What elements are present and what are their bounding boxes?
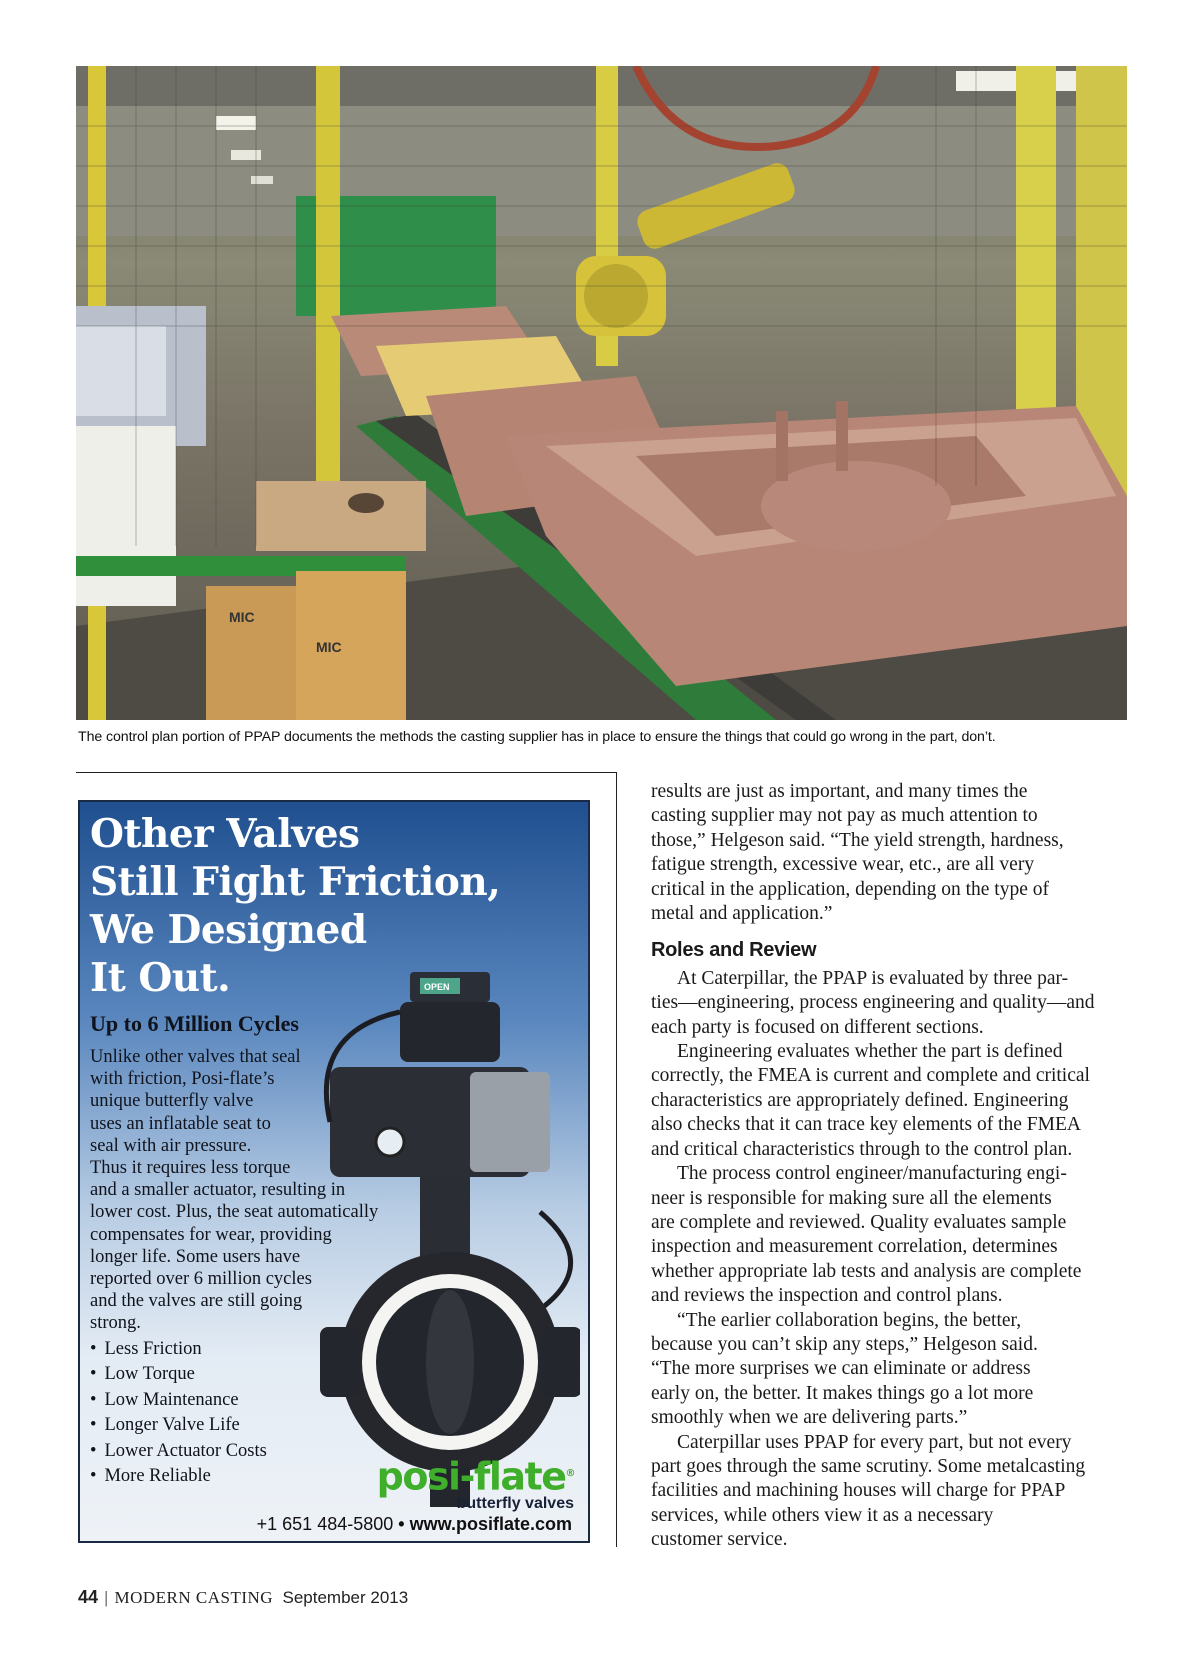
photo-caption: The control plan portion of PPAP documents the methods the casting supplier has in place to ensure the things that could go wrong in the part, don’t. — [78, 729, 996, 745]
text-line: also checks that it can trace key elements of the FMEA — [651, 1114, 1081, 1136]
ad-body-copy — [90, 1046, 420, 1335]
text-line: characteristics are appropriately defined. Engineering — [651, 1089, 1069, 1111]
paragraph — [651, 1040, 1121, 1162]
text-line: because you can’t skip any steps,” Helgeson said. — [651, 1333, 1038, 1355]
intro-paragraph — [651, 780, 1121, 926]
page-number: 44 — [78, 1587, 99, 1607]
logo-tagline: butterfly valves — [456, 1494, 574, 1512]
section-heading: Roles and Review — [651, 939, 817, 962]
ad-contact-separator: • — [398, 1514, 405, 1534]
text-line: part goes through the same scrutiny. Some metalcasting — [651, 1455, 1086, 1477]
ad-feature-item: • Less Friction — [90, 1337, 267, 1362]
text-line: “The earlier collaboration begins, the better, — [677, 1309, 1022, 1331]
posiflate-logo — [377, 1454, 574, 1513]
ad-body-line: seal with air pressure. — [90, 1135, 252, 1156]
foundry-photo — [76, 66, 1127, 720]
paragraph — [651, 1162, 1121, 1308]
text-line: are complete and reviewed. Quality evaluates sample — [651, 1211, 1067, 1233]
ad-feature-item: • Low Maintenance — [90, 1388, 267, 1413]
ad-website-link[interactable]: www.posiflate.com — [409, 1514, 572, 1534]
ad-subheading: Up to 6 Million Cycles — [90, 1011, 299, 1036]
ad-body-line: compensates for wear, providing — [90, 1224, 332, 1245]
box-label-1: MIC — [229, 609, 255, 625]
ad-body-line: longer life. Some users have — [90, 1246, 301, 1267]
ad-headline-line: It Out. — [90, 955, 231, 1001]
text-line: Caterpillar uses PPAP for every part, but not every — [677, 1431, 1072, 1453]
text-line: and reviews the inspection and control plans. — [651, 1285, 1003, 1307]
box-label-2: MIC — [316, 639, 342, 655]
ad-contact-line — [257, 1514, 572, 1535]
text-line: results are just as important, and many times the — [651, 781, 1028, 802]
ad-body-line: Thus it requires less torque — [90, 1158, 291, 1179]
ad-feature-item: • Longer Valve Life — [90, 1413, 267, 1438]
text-line: those,” Helgeson said. “The yield strength, hardness, — [651, 829, 1064, 851]
text-line: early on, the better. It makes things go a lot more — [651, 1382, 1034, 1404]
logo-wordmark: posi-flate — [376, 1454, 566, 1499]
paragraph — [651, 967, 1121, 1040]
text-line: neer is responsible for making sure all the elements — [651, 1187, 1052, 1209]
ad-body-line: and the valves are still going — [90, 1291, 303, 1312]
text-line: facilities and machining houses will charge for PPAP — [651, 1480, 1066, 1502]
text-line: “The more surprises we can eliminate or address — [651, 1358, 1031, 1380]
text-line: correctly, the FMEA is current and complete and critical — [651, 1065, 1090, 1087]
ad-headline-line: Other Valves — [90, 811, 360, 857]
ad-body-line: uses an inflatable seat to — [90, 1113, 271, 1134]
text-line: services, while others view it as a necessary — [651, 1504, 994, 1526]
text-line: critical in the application, depending on the type of — [651, 878, 1049, 900]
text-line: and critical characteristics through to the control plan. — [651, 1138, 1073, 1160]
text-line: each party is focused on different sections. — [651, 1016, 984, 1038]
registered-mark-icon: ® — [565, 1468, 574, 1479]
ad-body-line: Unlike other valves that seal — [90, 1047, 301, 1067]
text-line: casting supplier may not pay as much attention to — [651, 805, 1038, 827]
text-line: fatigue strength, excessive wear, etc., are all very — [651, 854, 1035, 876]
ad-body-line: unique butterfly valve — [90, 1091, 254, 1112]
ad-feature-item: • Low Torque — [90, 1362, 267, 1387]
posiflate-advertisement[interactable] — [78, 800, 590, 1543]
ad-headline-line: We Designed — [90, 907, 367, 953]
paragraph — [651, 1431, 1121, 1553]
text-line: metal and application.” — [651, 903, 833, 925]
text-line: inspection and measurement correlation, determines — [651, 1236, 1058, 1258]
issue-date: September 2013 — [282, 1588, 409, 1607]
text-line: At Caterpillar, the PPAP is evaluated by three par- — [677, 967, 1069, 989]
ad-body-line: reported over 6 million cycles — [90, 1269, 312, 1290]
article-column — [651, 780, 1121, 1553]
ad-body-line: and a smaller actuator, resulting in — [90, 1180, 346, 1201]
ad-body-line: with friction, Posi-flate’s — [90, 1069, 275, 1090]
text-line: The process control engineer/manufacturing engi- — [677, 1163, 1067, 1185]
ad-frame-top-rule — [76, 772, 617, 773]
text-line: whether appropriate lab tests and analysis are complete — [651, 1260, 1082, 1282]
text-line: customer service. — [651, 1529, 788, 1551]
page-folio — [78, 1587, 408, 1608]
paragraph — [651, 1309, 1121, 1431]
text-line: ties—engineering, process engineering and quality—and — [651, 992, 1095, 1014]
magazine-name: MODERN CASTING — [114, 1588, 274, 1607]
ad-feature-item: • Lower Actuator Costs — [90, 1439, 267, 1464]
foundry-scene-illustration — [76, 66, 1127, 720]
text-line: smoothly when we are delivering parts.” — [651, 1407, 968, 1429]
ad-frame-right-rule — [616, 772, 617, 1547]
ad-body-line: lower cost. Plus, the seat automatically — [90, 1202, 379, 1223]
ad-headline-line: Still Fight Friction, — [90, 859, 501, 905]
folio-separator: | — [104, 1588, 109, 1607]
text-line: Engineering evaluates whether the part is defined — [677, 1041, 1063, 1063]
ad-feature-item: • More Reliable — [90, 1464, 267, 1489]
ad-phone: +1 651 484-5800 — [256, 1514, 394, 1534]
ad-feature-list — [90, 1337, 267, 1489]
open-indicator-label: OPEN — [424, 982, 450, 992]
ad-body-line: strong. — [90, 1313, 141, 1334]
